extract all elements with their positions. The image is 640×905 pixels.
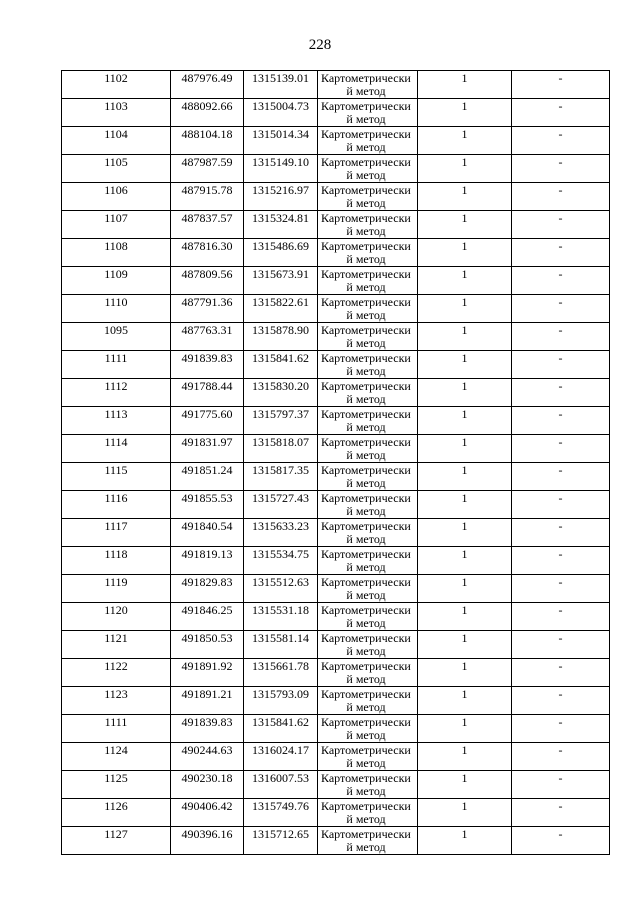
y-coordinate-cell: 1315822.61: [244, 295, 318, 323]
accuracy-cell: 1: [418, 71, 512, 99]
method-text-line2: й метод: [346, 140, 386, 154]
method-text-line1: Картометрически: [321, 463, 411, 477]
note-cell: -: [512, 575, 610, 603]
table-row: [62, 743, 610, 771]
page-number: 228: [308, 37, 332, 53]
accuracy-cell: 1: [418, 463, 512, 491]
table-row: [62, 799, 610, 827]
point-id-cell: 1110: [62, 295, 171, 323]
note-cell: -: [512, 211, 610, 239]
method-text-line2: й метод: [346, 196, 386, 210]
y-coordinate-cell: 1315531.18: [244, 603, 318, 631]
method-text-line2: й метод: [346, 812, 386, 826]
method-text-line1: Картометрически: [321, 771, 411, 785]
x-coordinate-cell: 490406.42: [171, 799, 244, 827]
method-text-line2: й метод: [346, 448, 386, 462]
accuracy-cell: 1: [418, 687, 512, 715]
method-text-line1: Картометрически: [321, 575, 411, 589]
method-text-line2: й метод: [346, 728, 386, 742]
coordinates-table: [61, 70, 610, 855]
y-coordinate-cell: 1315749.76: [244, 799, 318, 827]
method-text-line1: Картометрически: [321, 659, 411, 673]
method-text-line2: й метод: [346, 476, 386, 490]
x-coordinate-cell: 490244.63: [171, 743, 244, 771]
method-text-line1: Картометрически: [321, 687, 411, 701]
table-row: [62, 379, 610, 407]
table-row: [62, 687, 610, 715]
method-text-line2: й метод: [346, 308, 386, 322]
note-cell: -: [512, 743, 610, 771]
table-row: [62, 715, 610, 743]
y-coordinate-cell: 1315512.63: [244, 575, 318, 603]
method-text-line1: Картометрически: [321, 71, 411, 85]
note-cell: -: [512, 295, 610, 323]
note-cell: -: [512, 463, 610, 491]
note-cell: -: [512, 631, 610, 659]
method-text-line2: й метод: [346, 336, 386, 350]
table-row: [62, 771, 610, 799]
note-cell: -: [512, 71, 610, 99]
method-text-line2: й метод: [346, 560, 386, 574]
point-id-cell: 1124: [62, 743, 171, 771]
note-cell: -: [512, 771, 610, 799]
method-text-line2: й метод: [346, 644, 386, 658]
point-id-cell: 1113: [62, 407, 171, 435]
note-cell: -: [512, 603, 610, 631]
method-text-line2: й метод: [346, 588, 386, 602]
note-cell: -: [512, 407, 610, 435]
table-row: [62, 323, 610, 351]
table-row: [62, 127, 610, 155]
method-text-line1: Картометрически: [321, 547, 411, 561]
method-text-line2: й метод: [346, 224, 386, 238]
table-row: [62, 827, 610, 855]
y-coordinate-cell: 1315324.81: [244, 211, 318, 239]
accuracy-cell: 1: [418, 715, 512, 743]
note-cell: -: [512, 323, 610, 351]
x-coordinate-cell: 488092.66: [171, 99, 244, 127]
method-text-line1: Картометрически: [321, 127, 411, 141]
method-text-line1: Картометрически: [321, 351, 411, 365]
note-cell: -: [512, 687, 610, 715]
method-cell: [318, 295, 418, 323]
x-coordinate-cell: 491846.25: [171, 603, 244, 631]
accuracy-cell: 1: [418, 127, 512, 155]
method-cell: [318, 491, 418, 519]
accuracy-cell: 1: [418, 295, 512, 323]
note-cell: -: [512, 799, 610, 827]
method-cell: [318, 743, 418, 771]
method-cell: [318, 407, 418, 435]
x-coordinate-cell: 490396.16: [171, 827, 244, 855]
accuracy-cell: 1: [418, 407, 512, 435]
method-text-line2: й метод: [346, 420, 386, 434]
y-coordinate-cell: 1315139.01: [244, 71, 318, 99]
table-row: [62, 99, 610, 127]
accuracy-cell: 1: [418, 435, 512, 463]
point-id-cell: 1102: [62, 71, 171, 99]
method-text-line1: Картометрически: [321, 519, 411, 533]
method-text-line1: Картометрически: [321, 323, 411, 337]
y-coordinate-cell: 1315878.90: [244, 323, 318, 351]
note-cell: -: [512, 239, 610, 267]
y-coordinate-cell: 1316007.53: [244, 771, 318, 799]
method-text-line1: Картометрически: [321, 435, 411, 449]
method-cell: [318, 547, 418, 575]
method-text-line2: й метод: [346, 392, 386, 406]
method-text-line1: Картометрически: [321, 183, 411, 197]
method-text-line2: й метод: [346, 112, 386, 126]
y-coordinate-cell: 1315818.07: [244, 435, 318, 463]
y-coordinate-cell: 1315841.62: [244, 715, 318, 743]
x-coordinate-cell: 491851.24: [171, 463, 244, 491]
accuracy-cell: 1: [418, 351, 512, 379]
accuracy-cell: 1: [418, 99, 512, 127]
method-text-line1: Картометрически: [321, 407, 411, 421]
accuracy-cell: 1: [418, 267, 512, 295]
method-text-line2: й метод: [346, 84, 386, 98]
y-coordinate-cell: 1315534.75: [244, 547, 318, 575]
point-id-cell: 1126: [62, 799, 171, 827]
method-text-line1: Картометрически: [321, 491, 411, 505]
method-cell: [318, 71, 418, 99]
accuracy-cell: 1: [418, 659, 512, 687]
point-id-cell: 1121: [62, 631, 171, 659]
y-coordinate-cell: 1315673.91: [244, 267, 318, 295]
y-coordinate-cell: 1315727.43: [244, 491, 318, 519]
method-cell: [318, 211, 418, 239]
x-coordinate-cell: 487763.31: [171, 323, 244, 351]
method-text-line1: Картометрически: [321, 295, 411, 309]
table-row: [62, 295, 610, 323]
table-row: [62, 351, 610, 379]
method-cell: [318, 519, 418, 547]
accuracy-cell: 1: [418, 323, 512, 351]
note-cell: -: [512, 267, 610, 295]
y-coordinate-cell: 1315216.97: [244, 183, 318, 211]
method-cell: [318, 155, 418, 183]
x-coordinate-cell: 487976.49: [171, 71, 244, 99]
method-text-line2: й метод: [346, 532, 386, 546]
accuracy-cell: 1: [418, 211, 512, 239]
note-cell: -: [512, 827, 610, 855]
point-id-cell: 1116: [62, 491, 171, 519]
table-row: [62, 631, 610, 659]
method-cell: [318, 603, 418, 631]
x-coordinate-cell: 491839.83: [171, 715, 244, 743]
accuracy-cell: 1: [418, 239, 512, 267]
method-text-line2: й метод: [346, 364, 386, 378]
table-row: [62, 211, 610, 239]
method-text-line2: й метод: [346, 504, 386, 518]
method-text-line2: й метод: [346, 672, 386, 686]
accuracy-cell: 1: [418, 491, 512, 519]
method-cell: [318, 659, 418, 687]
point-id-cell: 1111: [62, 715, 171, 743]
y-coordinate-cell: 1315661.78: [244, 659, 318, 687]
accuracy-cell: 1: [418, 519, 512, 547]
y-coordinate-cell: 1315817.35: [244, 463, 318, 491]
method-text-line2: й метод: [346, 784, 386, 798]
method-text-line2: й метод: [346, 252, 386, 266]
method-text-line1: Картометрически: [321, 827, 411, 841]
table-row: [62, 603, 610, 631]
method-cell: [318, 127, 418, 155]
point-id-cell: 1111: [62, 351, 171, 379]
method-text-line2: й метод: [346, 840, 386, 854]
table-row: [62, 575, 610, 603]
accuracy-cell: 1: [418, 631, 512, 659]
method-text-line1: Картометрически: [321, 239, 411, 253]
accuracy-cell: 1: [418, 547, 512, 575]
table-row: [62, 547, 610, 575]
y-coordinate-cell: 1316024.17: [244, 743, 318, 771]
x-coordinate-cell: 491891.21: [171, 687, 244, 715]
table-row: [62, 519, 610, 547]
x-coordinate-cell: 491850.53: [171, 631, 244, 659]
point-id-cell: 1106: [62, 183, 171, 211]
y-coordinate-cell: 1315793.09: [244, 687, 318, 715]
method-text-line1: Картометрически: [321, 715, 411, 729]
table-row: [62, 183, 610, 211]
x-coordinate-cell: 487915.78: [171, 183, 244, 211]
x-coordinate-cell: 491831.97: [171, 435, 244, 463]
method-text-line1: Картометрически: [321, 631, 411, 645]
point-id-cell: 1123: [62, 687, 171, 715]
method-text-line1: Картометрически: [321, 799, 411, 813]
point-id-cell: 1127: [62, 827, 171, 855]
point-id-cell: 1120: [62, 603, 171, 631]
accuracy-cell: 1: [418, 183, 512, 211]
x-coordinate-cell: 487816.30: [171, 239, 244, 267]
method-text-line1: Картометрически: [321, 155, 411, 169]
method-text-line2: й метод: [346, 168, 386, 182]
method-text-line2: й метод: [346, 616, 386, 630]
table-row: [62, 659, 610, 687]
note-cell: -: [512, 715, 610, 743]
method-text-line2: й метод: [346, 756, 386, 770]
x-coordinate-cell: 491819.13: [171, 547, 244, 575]
note-cell: -: [512, 379, 610, 407]
y-coordinate-cell: 1315830.20: [244, 379, 318, 407]
method-cell: [318, 575, 418, 603]
point-id-cell: 1104: [62, 127, 171, 155]
point-id-cell: 1103: [62, 99, 171, 127]
table-row: [62, 267, 610, 295]
table-row: [62, 491, 610, 519]
note-cell: -: [512, 519, 610, 547]
x-coordinate-cell: 491829.83: [171, 575, 244, 603]
method-cell: [318, 267, 418, 295]
point-id-cell: 1095: [62, 323, 171, 351]
y-coordinate-cell: 1315149.10: [244, 155, 318, 183]
x-coordinate-cell: 491855.53: [171, 491, 244, 519]
accuracy-cell: 1: [418, 603, 512, 631]
point-id-cell: 1119: [62, 575, 171, 603]
y-coordinate-cell: 1315486.69: [244, 239, 318, 267]
point-id-cell: 1109: [62, 267, 171, 295]
note-cell: -: [512, 659, 610, 687]
method-text-line1: Картометрически: [321, 603, 411, 617]
point-id-cell: 1108: [62, 239, 171, 267]
method-text-line1: Картометрически: [321, 267, 411, 281]
table-row: [62, 155, 610, 183]
note-cell: -: [512, 155, 610, 183]
accuracy-cell: 1: [418, 575, 512, 603]
point-id-cell: 1118: [62, 547, 171, 575]
method-cell: [318, 715, 418, 743]
y-coordinate-cell: 1315633.23: [244, 519, 318, 547]
accuracy-cell: 1: [418, 379, 512, 407]
y-coordinate-cell: 1315014.34: [244, 127, 318, 155]
method-cell: [318, 183, 418, 211]
point-id-cell: 1115: [62, 463, 171, 491]
method-text-line1: Картометрически: [321, 743, 411, 757]
method-cell: [318, 99, 418, 127]
method-cell: [318, 239, 418, 267]
point-id-cell: 1105: [62, 155, 171, 183]
table-row: [62, 239, 610, 267]
accuracy-cell: 1: [418, 799, 512, 827]
x-coordinate-cell: 491775.60: [171, 407, 244, 435]
table-row: [62, 71, 610, 99]
note-cell: -: [512, 435, 610, 463]
method-text-line1: Картометрически: [321, 211, 411, 225]
y-coordinate-cell: 1315797.37: [244, 407, 318, 435]
accuracy-cell: 1: [418, 743, 512, 771]
y-coordinate-cell: 1315581.14: [244, 631, 318, 659]
x-coordinate-cell: 487809.56: [171, 267, 244, 295]
point-id-cell: 1125: [62, 771, 171, 799]
note-cell: -: [512, 99, 610, 127]
method-text-line2: й метод: [346, 280, 386, 294]
x-coordinate-cell: 487791.36: [171, 295, 244, 323]
accuracy-cell: 1: [418, 827, 512, 855]
y-coordinate-cell: 1315004.73: [244, 99, 318, 127]
method-cell: [318, 323, 418, 351]
x-coordinate-cell: 488104.18: [171, 127, 244, 155]
x-coordinate-cell: 487837.57: [171, 211, 244, 239]
x-coordinate-cell: 491840.54: [171, 519, 244, 547]
point-id-cell: 1117: [62, 519, 171, 547]
x-coordinate-cell: 491891.92: [171, 659, 244, 687]
table-row: [62, 435, 610, 463]
y-coordinate-cell: 1315712.65: [244, 827, 318, 855]
method-text-line1: Картометрически: [321, 379, 411, 393]
accuracy-cell: 1: [418, 155, 512, 183]
table-row: [62, 463, 610, 491]
note-cell: -: [512, 351, 610, 379]
point-id-cell: 1122: [62, 659, 171, 687]
method-cell: [318, 687, 418, 715]
point-id-cell: 1107: [62, 211, 171, 239]
method-cell: [318, 379, 418, 407]
method-cell: [318, 435, 418, 463]
method-cell: [318, 771, 418, 799]
method-text-line2: й метод: [346, 700, 386, 714]
note-cell: -: [512, 547, 610, 575]
coordinates-table-body: [62, 71, 610, 855]
x-coordinate-cell: 491839.83: [171, 351, 244, 379]
point-id-cell: 1114: [62, 435, 171, 463]
x-coordinate-cell: 487987.59: [171, 155, 244, 183]
note-cell: -: [512, 183, 610, 211]
method-cell: [318, 799, 418, 827]
note-cell: -: [512, 127, 610, 155]
method-cell: [318, 631, 418, 659]
method-text-line1: Картометрически: [321, 99, 411, 113]
method-cell: [318, 827, 418, 855]
x-coordinate-cell: 491788.44: [171, 379, 244, 407]
method-cell: [318, 351, 418, 379]
point-id-cell: 1112: [62, 379, 171, 407]
y-coordinate-cell: 1315841.62: [244, 351, 318, 379]
note-cell: -: [512, 491, 610, 519]
accuracy-cell: 1: [418, 771, 512, 799]
method-cell: [318, 463, 418, 491]
table-row: [62, 407, 610, 435]
x-coordinate-cell: 490230.18: [171, 771, 244, 799]
